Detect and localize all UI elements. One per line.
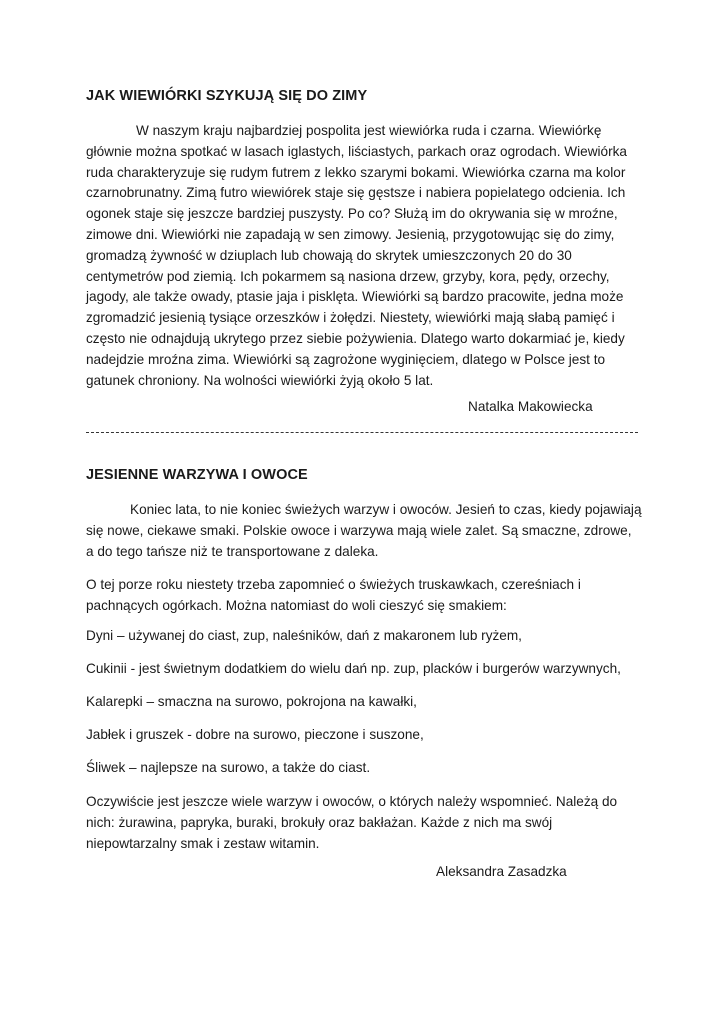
list-item: Kalarepki – smaczna na surowo, pokrojona na kawałki, <box>86 694 417 709</box>
list-item: Śliwek – najlepsze na surowo, a także do ciast. <box>86 760 371 775</box>
list-item: Cukinii - jest świetnym dodatkiem do wielu dań np. zup, placków i burgerów warzywnych, <box>86 661 621 676</box>
list-item: Jabłek i gruszek - dobre na surowo, pieczone i suszone, <box>86 727 424 742</box>
article-title-vegetables: JESIENNE WARZYWA I OWOCE <box>86 467 308 483</box>
article-paragraph-vegetables: O tej porze roku niestety trzeba zapomnieć o świeżych truskawkach, czereśniach i pachnących ogórkach. Można natomiast do woli cieszyć się smakiem: <box>86 577 581 613</box>
article-body-squirrels: W naszym kraju najbardziej pospolita jest wiewiórka ruda i czarna. Wiewiórkę głównie można spotkać w lasach iglastych, liściastych, parkach oraz ogrodach. Wiewiórka ruda charakteryzuje się rudym futrem z lekko szarymi bokami. Wiewiórka czarna ma kolor czarnobrunatny. Zimą futro wiewiórek staje się gęstsze i nabiera popielatego odcienia. Ich ogonek staje się jeszcze bardziej puszysty. Po co? Służą im do okrywania się w mroźne, zimowe dni. Wiewiórki nie zapadają w sen zimowy. Jesienią, przygotowując się do zimy, gromadzą żywność w dziuplach lub chowają do skrytek umieszczonych 20 do 30 centymetrów pod ziemią. Ich pokarmem są nasiona drzew, grzyby, kora, pędy, orzechy, jagody, ale także owady, ptasie jaja i pisklęta. Wiewiórki są bardzo pracowite, jedna może zgromadzić jesienią tysiące orzeszków i żołędzi. Niestety, wiewiórki mają słabą pamięć i często nie odnajdują ukrytego przez siebie pożywienia. Dlatego warto dokarmiać je, kiedy nadejdzie mroźna zima. Wiewiórki są zagrożone wyginięciem, dlatego w Polsce jest to gatunek chroniony. Na wolności wiewiórki żyją około 5 lat. <box>86 123 627 388</box>
section-separator <box>86 432 638 433</box>
list-item: Dyni – używanej do ciast, zup, naleśników, dań z makaronem lub ryżem, <box>86 628 522 643</box>
article-title-squirrels: JAK WIEWIÓRKI SZYKUJĄ SIĘ DO ZIMY <box>86 88 368 104</box>
article-author-squirrels: Natalka Makowiecka <box>468 399 593 414</box>
article-intro-vegetables: Koniec lata, to nie koniec świeżych warzyw i owoców. Jesień to czas, kiedy pojawiają się nowe, ciekawe smaki. Polskie owoce i warzywa mają wiele zalet. Są smaczne, zdrowe, a do tego tańsze niż te transportowane z daleka. <box>86 502 642 559</box>
article-closing-vegetables: Oczywiście jest jeszcze wiele warzyw i owoców, o których należy wspomnieć. Należą do nich: żurawina, papryka, buraki, brokuły oraz bakłażan. Każde z nich ma swój niepowtarzalny smak i zestaw witamin. <box>86 794 618 851</box>
article-author-vegetables: Aleksandra Zasadzka <box>436 864 567 879</box>
